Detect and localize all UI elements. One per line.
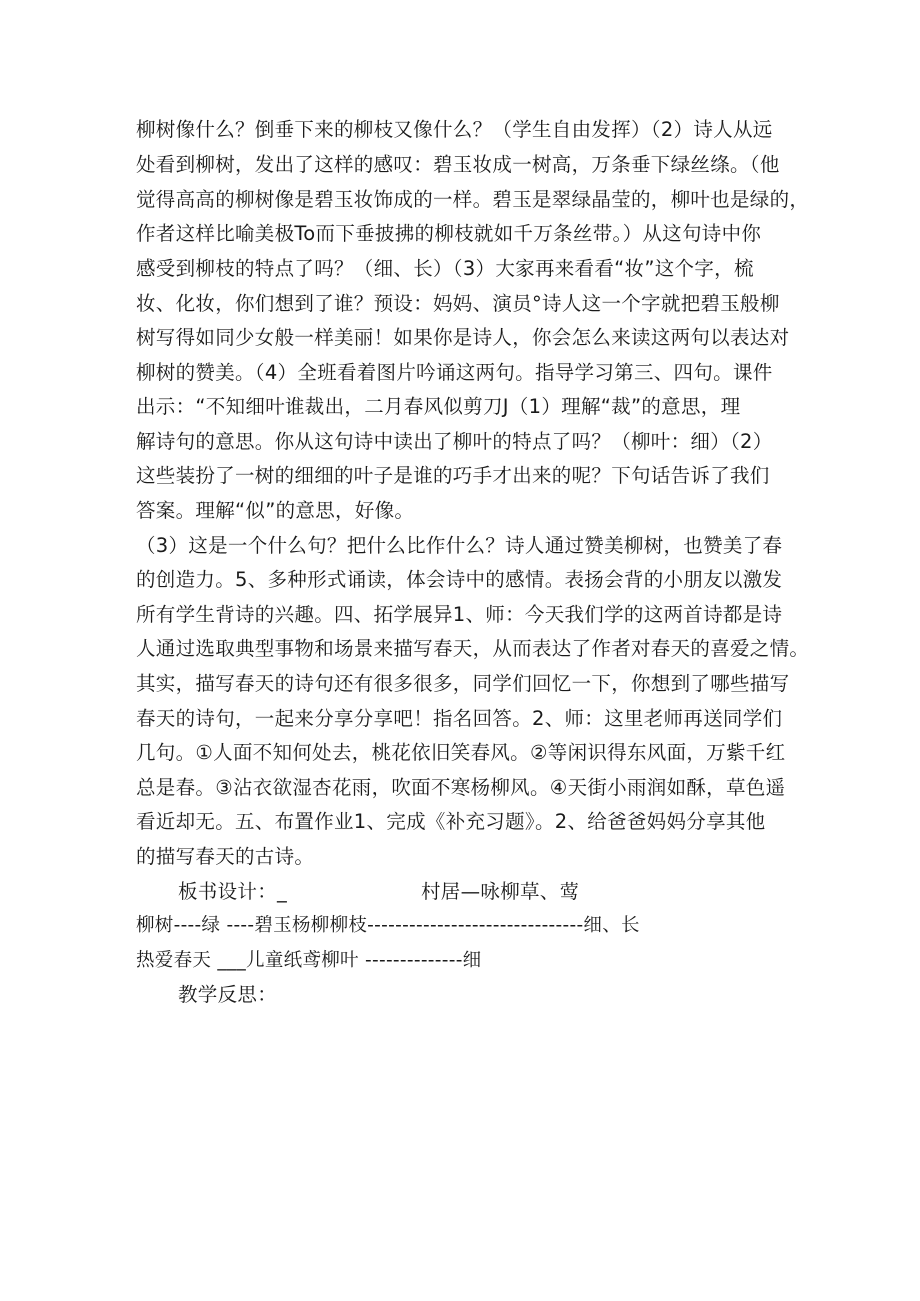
text-line: 所有学生背诗的兴趣。四、拓学展异1、师：今天我们学的这两首诗都是诗 (136, 603, 783, 626)
text-line: 春天的诗句，一起来分享分享吧！指名回答。2、师：这里老师再送同学们 (136, 707, 783, 730)
board-design-label: 板书设计：_ (178, 880, 288, 903)
text-line: 人通过选取典型事物和场景来描写春天，从而表达了作者对春天的喜爱之情。 (136, 637, 810, 660)
text-line: 树写得如同少女般一样美丽！如果你是诗人，你会怎么来读这两句以表达对 (136, 326, 790, 349)
text-line: 的描写春天的古诗。 (136, 845, 315, 868)
text-line: 几句。①人面不知何处去，桃花依旧笑春风。②等闲识得东风面，万紫千红 (136, 741, 786, 764)
text-line: 出示：“不知细叶谁裁出，二月春风似剪刀J（1）理解“裁”的意思，理 (136, 395, 741, 418)
board-design-row-2: 热爱春天 ___儿童纸鸢柳叶 --------------细 (136, 950, 482, 971)
text-line: 觉得高高的柳树像是碧玉妆饰成的一样。碧玉是翠绿晶莹的，柳叶也是绿的， (136, 188, 810, 211)
text-line: 的创造力。5、多种形式诵读，体会诗中的感情。表扬会背的小朋友以激发 (136, 568, 783, 591)
board-design-title: 村居—咏柳草、莺 (421, 880, 580, 903)
text-line: 妆、化妆，你们想到了谁？预设：妈妈、演员°诗人这一个字就把碧玉般柳 (136, 292, 780, 315)
text-line: 这些装扮了一树的细细的叶子是谁的巧手才出来的呢？下句话告诉了我们 (136, 464, 770, 487)
text-line: 答案。理解“似”的意思，好像。 (136, 499, 415, 522)
board-design-row-1: 柳树----绿 ----碧玉杨柳柳枝-------------------------------细、长 (136, 915, 640, 936)
teaching-reflection-label: 教学反思： (178, 983, 278, 1006)
text-line: 总是春。③沾衣欲湿杏花雨，吹面不寒杨柳风。④天街小雨润如酥，草色遥 (136, 776, 786, 799)
text-line: （3）这是一个什么句？把什么比作什么？诗人通过赞美柳树，也赞美了春 (136, 534, 783, 557)
text-line: 其实，描写春天的诗句还有很多很多，同学们回忆一下，你想到了哪些描写 (136, 672, 790, 695)
text-line: 解诗句的意思。你从这句诗中读出了柳叶的特点了吗？（柳叶：细）（2） (136, 430, 773, 453)
text-line: 作者这样比喻美极To而下垂披拂的柳枝就如千万条丝带。）从这句诗中你 (136, 222, 762, 245)
text-line: 感受到柳枝的特点了吗？（细、长）（3）大家再来看看“妆”这个字，梳 (136, 257, 754, 280)
text-line: 柳树像什么？倒垂下来的柳枝又像什么？（学生自由发挥）（2）诗人从远 (136, 118, 773, 141)
text-line: 看近却无。五、布置作业1、完成《补充习题》。2、给爸爸妈妈分享其他 (136, 810, 766, 833)
text-line: 处看到柳树，发出了这样的感叹：碧玉妆成一树高，万条垂下绿丝绦。（他 (136, 153, 780, 176)
text-line: 柳树的赞美。（4）全班看着图片吟诵这两句。指导学习第三、四句。课件 (136, 361, 773, 384)
